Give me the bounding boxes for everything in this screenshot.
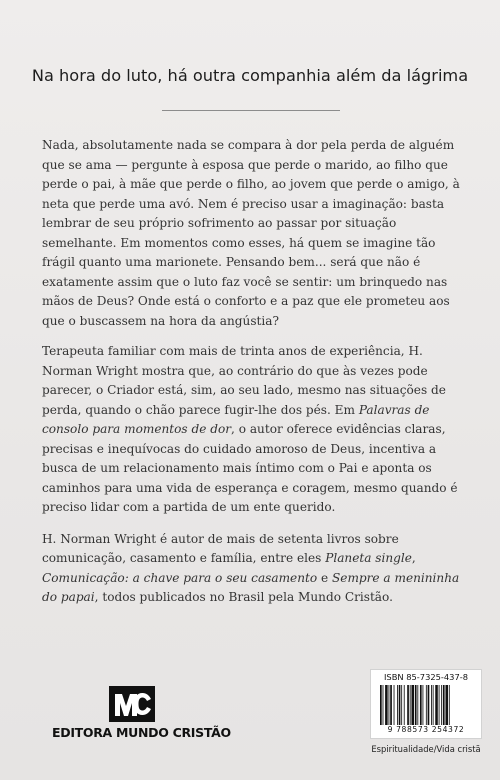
book-title: Palavras de consolo para momentos de dor [42, 402, 430, 436]
publisher-mc-logo-icon [109, 686, 155, 722]
other-book-title-3: Sempre a menininha do papai [42, 570, 460, 604]
paragraph-author-intro [42, 342, 470, 518]
paragraph-author-bio [42, 530, 470, 608]
headline: Na hora do luto, há outra companhia além da lágrima [31, 66, 469, 85]
author-bio-sep-2: e [317, 570, 332, 585]
paragraph-author-intro-text: Terapeuta familiar com mais de trinta anos de experiência, H. Norman Wright mostra que, ao contrário do que às vezes pode parecer, o Criador está, sim, ao seu lado, mesmo nas situações de perda, quando o chão parece fugir-lhe dos pés. Em [42, 344, 446, 417]
publisher-name: EDITORA MUNDO CRISTÃO [52, 725, 231, 740]
paragraph-author-intro-rest: , o autor oferece evidências claras, precisas e inequívocas do cuidado amoroso de Deus, incentiva a busca de um relacionamento mais íntimo com o Pai e aponta os caminhos para uma vida de esperança e coragem, mesmo quando é preciso lidar com a partida de um ente querido. [42, 422, 458, 514]
author-bio-sep-1: , [411, 551, 416, 565]
barcode-icon [379, 685, 473, 725]
author-bio-text: H. Norman Wright é autor de mais de setenta livros sobre comunicação, casamento e família, entre eles [42, 531, 399, 565]
author-bio-rest: , todos publicados no Brasil pela Mundo Cristão. [94, 590, 393, 604]
divider-rule [162, 110, 340, 111]
barcode-number: 9 788573 254372 [387, 725, 465, 734]
paragraph-synopsis: Nada, absolutamente nada se compara à dor pela perda de alguém que se ama — pergunte à esposa que perde o marido, ao filho que perde o pai, à mãe que perde o filho, ao jovem que perde o amigo, à neta que perde uma avó. Nem é preciso usar a imaginação: basta lembrar de seu próprio sofrimento ao passar por situação semelhante. Em momentos como esses, há quem se imagine tão frágil quanto uma marionete. Pensando bem... será que não é exatamente assim que o luto faz você se sentir: um brinquedo nas mãos de Deus? Onde está o conforto e a paz que ele prometeu aos que o buscassem na hora da angústia? [42, 138, 460, 328]
isbn-label: ISBN 85-7325-437-8 [383, 672, 469, 682]
body-text [42, 136, 470, 619]
isbn-barcode-box [370, 669, 482, 739]
publisher-logo [52, 686, 231, 740]
category-label: Espiritualidade/Vida cristã [371, 744, 481, 754]
other-book-title-1: Planeta single [325, 551, 412, 565]
other-book-title-2: Comunicação: a chave para o seu casamento [42, 570, 318, 585]
